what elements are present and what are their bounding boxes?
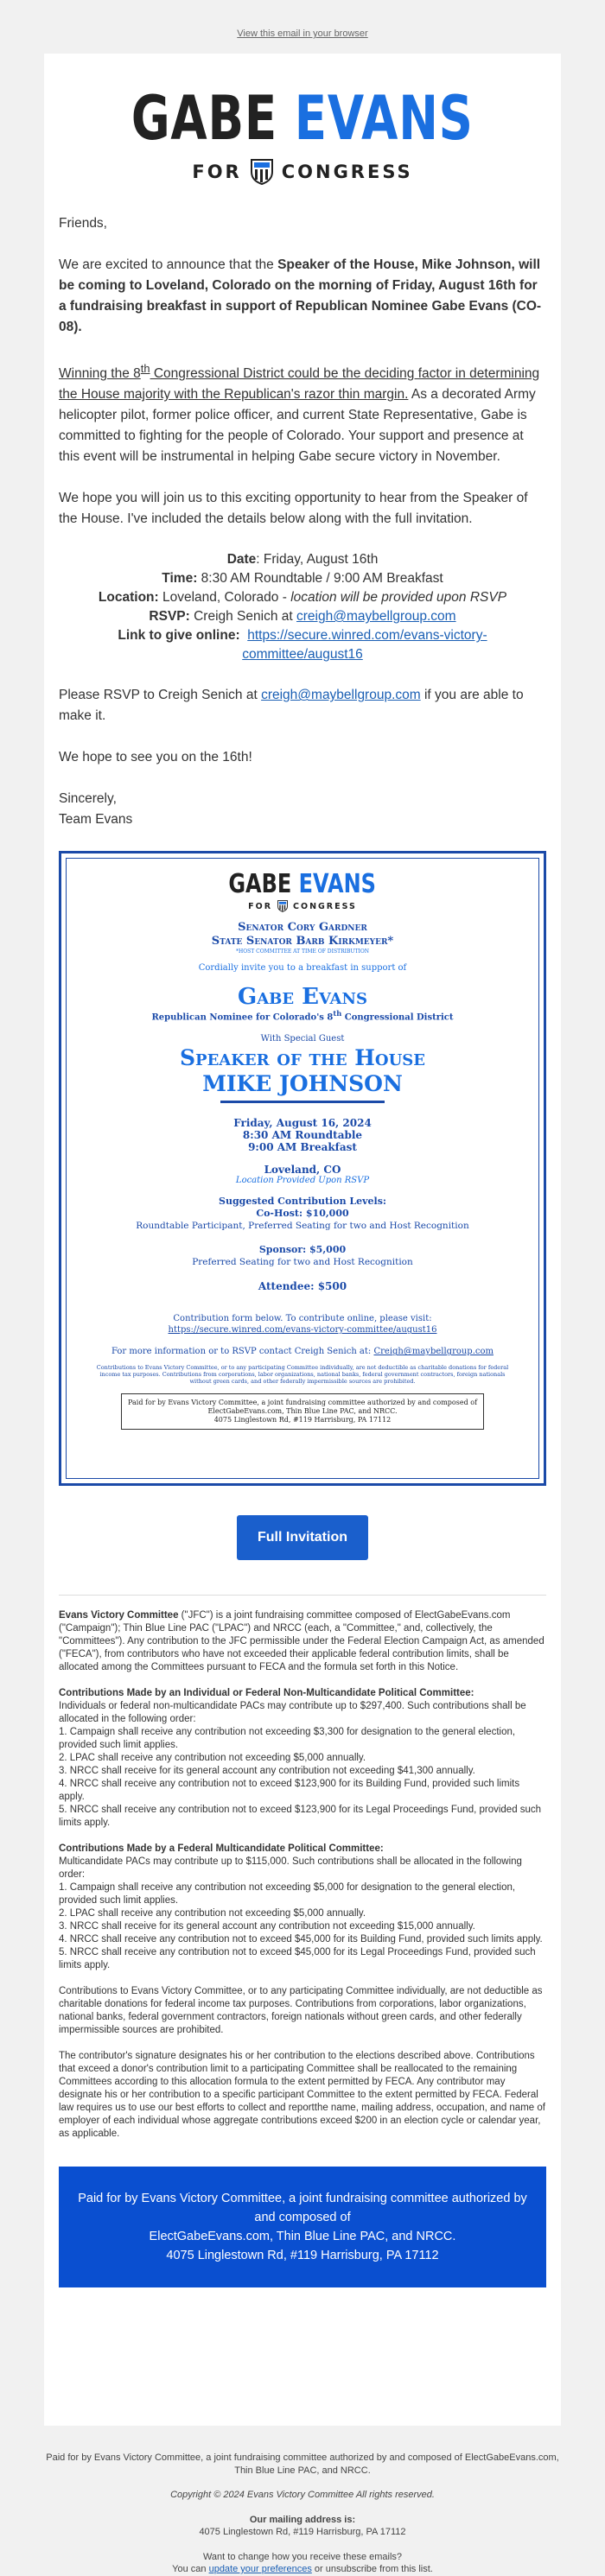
- flyer-shield-icon: [277, 900, 288, 912]
- rsvp-email-link-2[interactable]: creigh@maybellgroup.com: [261, 688, 421, 703]
- flyer-paid-for: Paid for by Evans Victory Committee, a joint fundraising committee authorized by and composed of ElectGabeEvans.com, Thin Blue Line PAC, and NRCC. 4075 Linglestown Rd, #119 Harrisburg, PA 17112: [121, 1393, 484, 1430]
- view-in-browser-link[interactable]: View this email in your browser: [237, 29, 368, 39]
- rsvp-email-link[interactable]: creigh@maybellgroup.com: [296, 609, 456, 625]
- closing-paragraph: We hope to see you on the 16th!: [59, 750, 252, 765]
- signoff: Sincerely, Team Evans: [59, 791, 133, 828]
- shield-icon: [251, 159, 273, 185]
- event-details: Date: Friday, August 16th Time: 8:30 AM Roundtable / 9:00 AM Breakfast Location: Loveland, Colorado - location will be provided upon RSVP RSVP: Creigh Senich at creigh@maybellgroup.com Link to give online: https://secure.winred.com/evans-victory-committee/august16: [98, 552, 507, 663]
- campaign-logo: [44, 54, 561, 213]
- invite-paragraph: We hope you will join us to this exciting opportunity to hear from the Speaker of the House. I've included the details below along with the full invitation.: [59, 491, 528, 527]
- divider: [59, 1595, 546, 1596]
- greeting: Friends,: [59, 216, 107, 231]
- district-paragraph: Winning the 8th Congressional District could be the deciding factor in determining the House majority with the Republican's razor thin margin. As a decorated Army helicopter pilot, former police officer, and current State Representative, Gabe is committed to fighting for the people of Colorado. Your support and presence at this event will be instrumental in helping Gabe secure victory in November.: [59, 362, 540, 465]
- invitation-flyer[interactable]: GABE EVANS FOR CONGRESS Senator Cory Gardner State Senator Barb Kirkmeyer* *HOST COMMITTEE AT TIME OF DISTRIBUTION Cordially invite you to a breakfast in support of Gabe Evans Republican Nominee for Colorado's 8th Congressional District With Special Guest Speaker of the House MIKE JOHNSON Friday, August 16, 2024 8:30 AM Roundtable 9:00 AM Breakfast Loveland, CO Location Provided Upon RSVP Suggested Contribution Levels: Co-Host: $10,000 Roundtable Participant, Preferred Seating for two and Host Recognition Sponsor: $5,000 Preferred Seating for two and Host Recognition Attendee: $500 Contribution form below. To contribute online, please visit: https://secure.winred.com/evans-victory-committee/august16 For more information or to RSVP contact Creigh Senich at: Creigh@maybellgroup.com Contributions to Evans Victory Committee, or to any participating Committee individually, are not deductible as charitable donations for federal income tax purposes. Contributions from corporations, labor organizations, national banks, federal government contractors, foreign nationals without green cards, and other federally impermissible sources are prohibited. Paid for by Evans Victory Committee, a joint fundraising committee authorized by and composed of ElectGabeEvans.com, Thin Blue Line PAC, and NRCC. 4075 Linglestown Rd, #119 Harrisburg, PA 17112: [59, 851, 546, 1486]
- logo-for: FOR: [192, 162, 242, 182]
- email-card: [44, 54, 561, 2426]
- flyer-candidate: Gabe Evans: [238, 984, 367, 1011]
- rsvp-paragraph: Please RSVP to Creigh Senich at creigh@maybellgroup.com if you are able to make it.: [59, 688, 524, 724]
- announcement-paragraph: We are excited to announce that the Speaker of the House, Mike Johnson, will be coming to Loveland, Colorado on the morning of Friday, August 16th for a fundraising breakfast in support of Republican Nominee Gabe Evans (CO-08).: [59, 257, 542, 334]
- unsubscribe-text[interactable]: unsubscribe from this list: [325, 2564, 430, 2574]
- give-online-link[interactable]: https://secure.winred.com/evans-victory-committee/august16: [242, 628, 487, 663]
- logo-congress: CONGRESS: [281, 162, 413, 182]
- letter-body: [44, 213, 561, 830]
- footer: Paid for by Evans Victory Committee, a joint fundraising committee authorized by and composed of ElectGabeEvans.com, Thin Blue Line PAC, and NRCC. Copyright © 2024 Evans Victory Committee All rights reserved. Our mailing address is: 4075 Linglestown Rd, #119 Harrisburg, PA 17112 Want to change how you receive these emails? You can update your preferences or unsubscribe from this list.: [46, 2452, 559, 2574]
- logo-last-name: EVANS: [294, 83, 474, 154]
- flyer-speaker-title: Speaker of the House: [179, 1045, 425, 1071]
- legal-notice: Evans Victory Committee ("JFC") is a joint fundraising committee composed of ElectGabeEvans.com ("Campaign"); Thin Blue Line PAC ("LPAC") and NRCC (each, a "Committee," and, collectively, the "Committees"). Any contribution to the JFC permissible under the Federal Election Campaign Act, as amended ("FECA"), from contributors who have not exceeded their applicable federal contribution limits, shall be allocated among the Committees pursuant to FECA and the formula set forth in this Notice. Contributions Made by an Individual or Federal Non-Multicandidate Political Committee: Individuals or federal non-multicandidate PACs may contribute up to $297,400. Such contributions shall be allocated in the following order: 1. Campaign shall receive any contribution not exceeding $3,300 for designation to the general election, provided such limit applies. 2. LPAC shall receive any contribution not exceeding $5,000 annually. 3. NRCC shall receive for its general account any contribution not exceeding $41,300 annually. 4. NRCC shall receive any contribution not to exceed $123,900 for its Building Fund, provided such limits apply. 5. NRCC shall receive any contribution not to exceed $123,900 for its Legal Proceedings Fund, provided such limits apply. Contributions Made by a Federal Multicandidate Political Committee: Multicandidate PACs may contribute up to $115,000. Such contributions shall be allocated in the following order: 1. Campaign shall receive any contribution not exceeding $5,000 for designation to the general election, provided such limit applies. 2. LPAC shall receive any contribution not exceeding $5,000 annually. 3. NRCC shall receive for its general account any contribution not exceeding $15,000 annually. 4. NRCC shall receive any contribution not to exceed $45,000 for its Building Fund, provided such limits apply. 5. NRCC shall receive any contribution not to exceed $45,000 for its Legal Proceedings Fund, provided such limits apply. Contributions to Evans Victory Committee, or to any participating Committee individually, are not deductible as charitable donations for federal income tax purposes. Contributions from corporations, labor organizations, national banks, federal government contractors, foreign nationals without green cards, and other federally impermissible sources are prohibited. The contributor's signature designates his or her contribution to the elections described above. Contributions that exceed a donor's contribution limit to a participating Committee shall be reallocated to the remaining Committees according to this allocation formula to the extent permitted by FECA. Any contributor may designate his or her contribution to a specific participant Committee to the extent permitted by FECA. Federal law requires us to use our best efforts to collect and reportthe name, mailing address, occupation, and name of employer of each individual whose aggregate contributions exceed $200 in an election cycle or calendar year, as applicable.: [59, 1610, 545, 2140]
- top-bar: [0, 0, 605, 54]
- flyer-host-2: State Senator Barb Kirkmeyer*: [211, 935, 394, 949]
- logo-first-name: GABE: [131, 83, 278, 154]
- paid-for-box: Paid for by Evans Victory Committee, a joint fundraising committee authorized by and composed of ElectGabeEvans.com, Thin Blue Line PAC, and NRCC. 4075 Linglestown Rd, #119 Harrisburg, PA 17112: [59, 2167, 546, 2287]
- full-invitation-button[interactable]: Full Invitation: [237, 1515, 368, 1560]
- flyer-contribute-link[interactable]: https://secure.winred.com/evans-victory-committee/august16: [168, 1325, 437, 1336]
- flyer-divider: [220, 1101, 385, 1103]
- update-preferences-link[interactable]: update your preferences: [208, 2564, 312, 2574]
- flyer-host-1: Senator Cory Gardner: [238, 921, 367, 935]
- flyer-email-link[interactable]: Creigh@maybellgroup.com: [373, 1347, 494, 1357]
- flyer-speaker-name: MIKE JOHNSON: [202, 1071, 403, 1097]
